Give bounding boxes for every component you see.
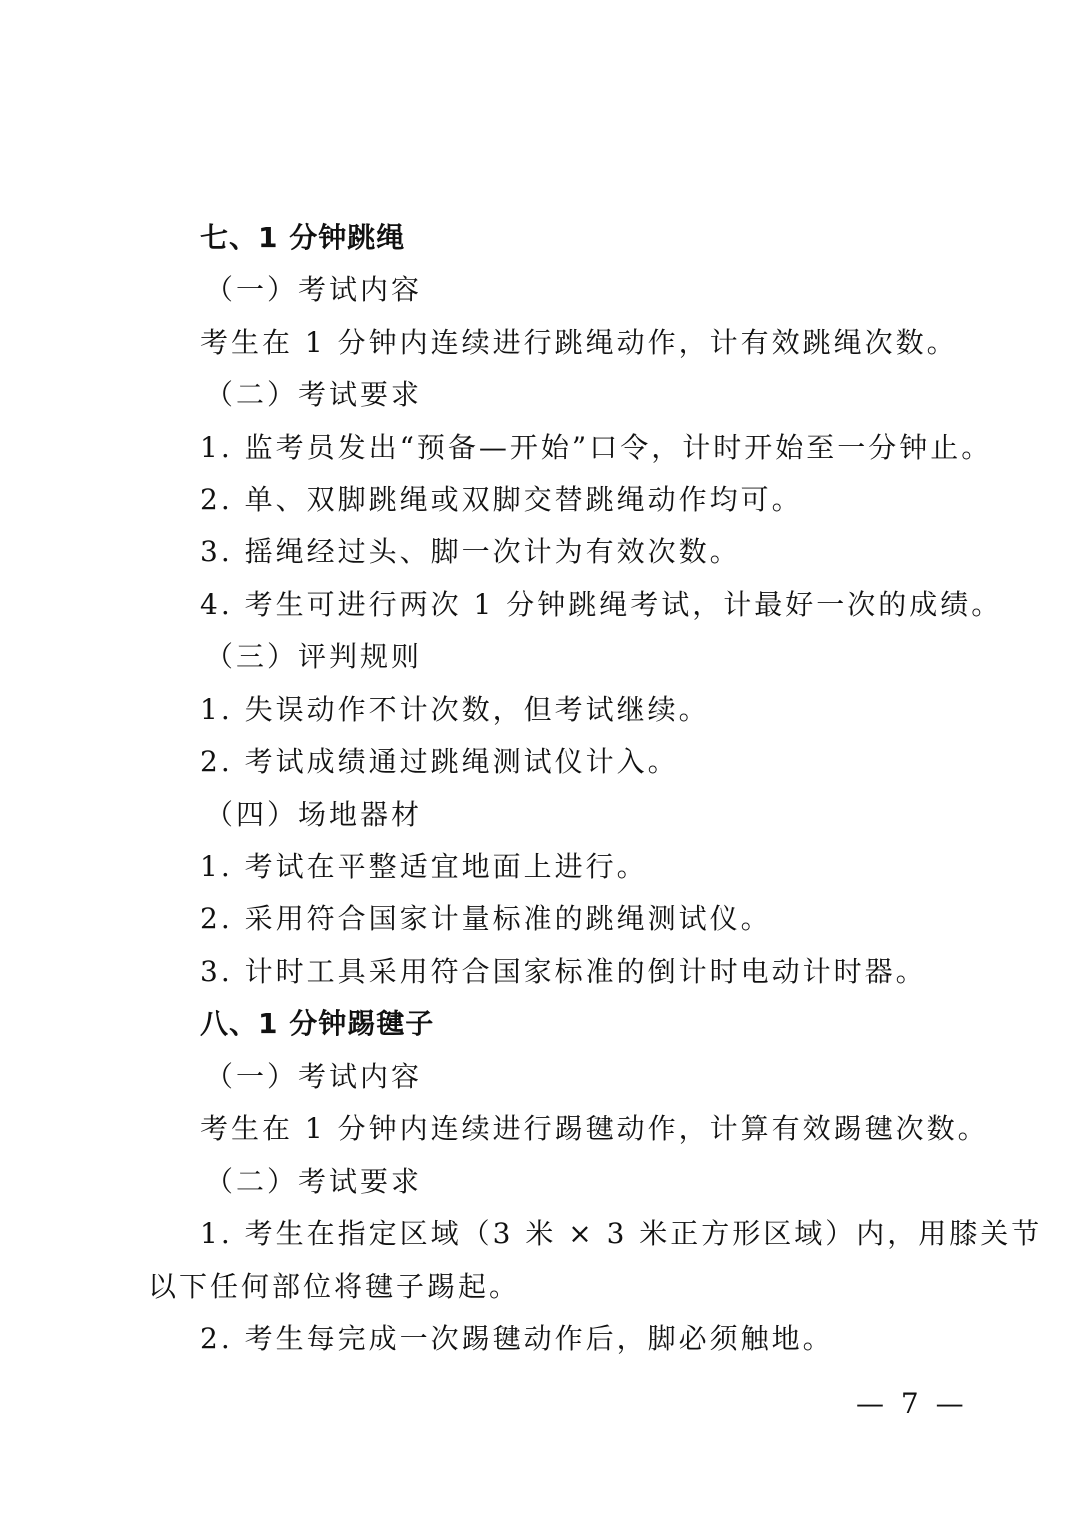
section-7-rules-heading: （三）评判规则 [205, 640, 423, 673]
section-7-requirement-2: 2. 单、双脚跳绳或双脚交替跳绳动作均可。 [200, 483, 803, 516]
section-7-rule-1: 1. 失误动作不计次数，但考试继续。 [200, 693, 710, 726]
section-7-requirement-4: 4. 考生可进行两次 1 分钟跳绳考试，计最好一次的成绩。 [200, 588, 1003, 621]
section-7-requirement-1: 1. 监考员发出“预备—开始”口令，计时开始至一分钟止。 [200, 431, 993, 464]
section-8-requirement-1-line-1: 1. 考生在指定区域（3 米 × 3 米正方形区域）内，用膝关节 [200, 1217, 1043, 1250]
page-number: — 7 — [856, 1387, 968, 1420]
section-7-content-heading: （一）考试内容 [205, 273, 423, 306]
section-7-equipment-3: 3. 计时工具采用符合国家标准的倒计时电动计时器。 [200, 955, 927, 988]
section-8-requirement-2: 2. 考生每完成一次踢毽动作后，脚必须触地。 [200, 1322, 834, 1355]
section-7-rule-2: 2. 考试成绩通过跳绳测试仪计入。 [200, 745, 679, 778]
section-8-requirements-heading: （二）考试要求 [205, 1165, 423, 1198]
section-7-title: 七、1 分钟跳绳 [200, 221, 406, 254]
section-8-requirement-1-line-2: 以下任何部位将毽子踢起。 [148, 1270, 521, 1303]
section-7-requirement-3: 3. 摇绳经过头、脚一次计为有效次数。 [200, 535, 741, 568]
section-8-content-heading: （一）考试内容 [205, 1060, 423, 1093]
section-8-content-text: 考生在 1 分钟内连续进行踢毽动作，计算有效踢毽次数。 [200, 1112, 989, 1145]
section-7-requirements-heading: （二）考试要求 [205, 378, 423, 411]
section-8-title: 八、1 分钟踢毽子 [200, 1007, 435, 1040]
section-7-equipment-heading: （四）场地器材 [205, 798, 423, 831]
section-7-equipment-2: 2. 采用符合国家计量标准的跳绳测试仪。 [200, 902, 772, 935]
section-7-content-text: 考生在 1 分钟内连续进行跳绳动作，计有效跳绳次数。 [200, 326, 958, 359]
section-7-equipment-1: 1. 考试在平整适宜地面上进行。 [200, 850, 648, 883]
